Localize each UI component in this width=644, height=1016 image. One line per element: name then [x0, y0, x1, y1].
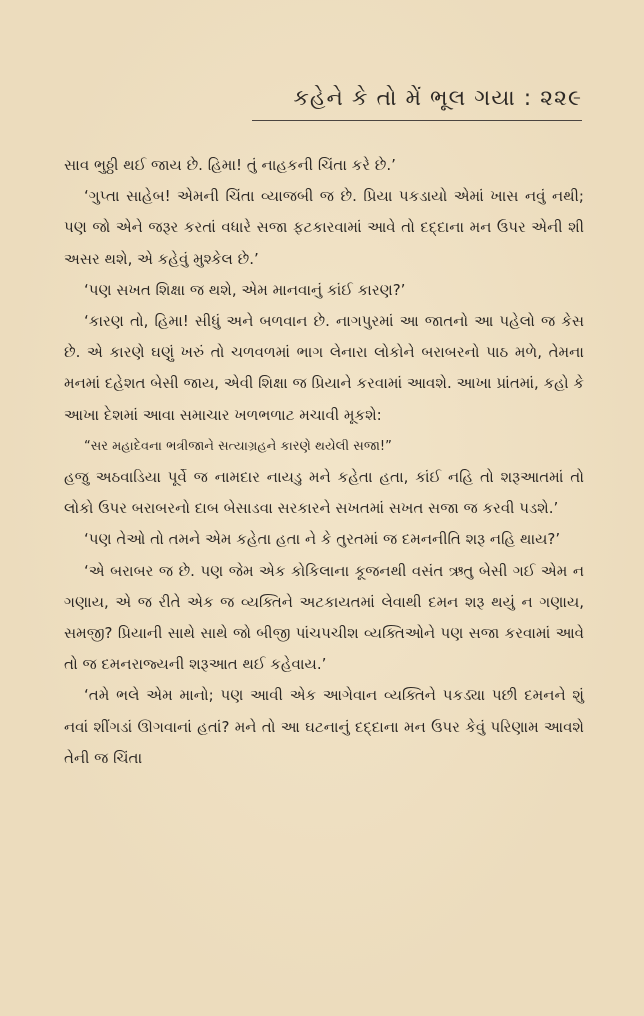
paragraph: ‘તમે ભલે એમ માનો; પણ આવી એક આગેવાન વ્યક્તિને પકડ્યા પછી દમનને શું નવાં શીંગડાં ઊગવાનાં હતાં? મને તો આ ઘટનાનું દદ્દાના મન ઉપર કેવું પરિણામ આવશે તેની જ ચિંતા [64, 686, 584, 767]
paragraph: ‘પણ સખત શિક્ષા જ થશે, એમ માનવાનું કાંઈ કારણ?’ [84, 280, 406, 299]
header-rule [252, 120, 582, 121]
paragraph: ‘ગુપ્તા સાહેબ! એમની ચિંતા વ્યાજબી જ છે. પ્રિયા પકડાયો એમાં ખાસ નવું નથી; પણ જો એને જરૂર કરતાં વધારે સજા ફટકારવામાં આવે તો દદ્દાના મન ઉપર એની શી અસર થશે, એ કહેવું મુશ્કેલ છે.’ [64, 187, 584, 268]
page-body [64, 150, 584, 774]
quoted-headline: “સર મહાદેવના ભત્રીજાને સત્યાગ્રહને કારણે થયેલી સજા!” [84, 438, 392, 454]
paragraph: ‘પણ તેઓ તો તમને એમ કહેતા હતા ને કે તુરતમાં જ દમનનીતિ શરૂ નહિ થાય?’ [84, 530, 561, 549]
paragraph: ‘કારણ તો, હિમા! સીધું અને બળવાન છે. નાગપુરમાં આ જાતનો આ પહેલો જ કેસ છે. એ કારણે ઘણું ખરું તો ચળવળમાં ભાગ લેનારા લોકોને બરાબરનો પાઠ મળે, તેમના મનમાં દહેશત બેસી જાય, એવી શિક્ષા જ પ્રિયાને કરવામાં આવશે. આખા પ્રાંતમાં, કહો કે આખા દેશમાં આવા સમાચાર ખળભળાટ મચાવી મૂકશે: [64, 312, 584, 424]
running-header: કહેને કે તો મેં ભૂલ ગયા : ૨૨૯ [293, 86, 582, 111]
paragraph: સાવ ભુઠ્ઠી થઈ જાય છે. હિમા! તું નાહકની ચિંતા કરે છે.’ [64, 156, 396, 174]
paragraph: હજુ અઠવાડિયા પૂર્વે જ નામદાર નાયડુ મને કહેતા હતા, કાંઈ નહિ તો શરૂઆતમાં તો લોકો ઉપર બરાબરનો દાબ બેસાડવા સરકારને સખતમાં સખત સજા જ કરવી પડશે.’ [64, 468, 584, 518]
paragraph: ‘એ બરાબર જ છે. પણ જેમ એક કોકિલાના કૂજનથી વસંત ઋતુ બેસી ગઈ એમ ન ગણાય, એ જ રીતે એક જ વ્યક્તિને અટકાયતમાં લેવાથી દમન શરૂ થયું ન ગણાય, સમજી? પ્રિયાની સાથે સાથે જો બીજી પાંચપચીશ વ્યક્તિઓને પણ સજા કરવામાં આવે તો જ દમનરાજ્યની શરૂઆત થઈ કહેવાય.’ [64, 561, 584, 674]
